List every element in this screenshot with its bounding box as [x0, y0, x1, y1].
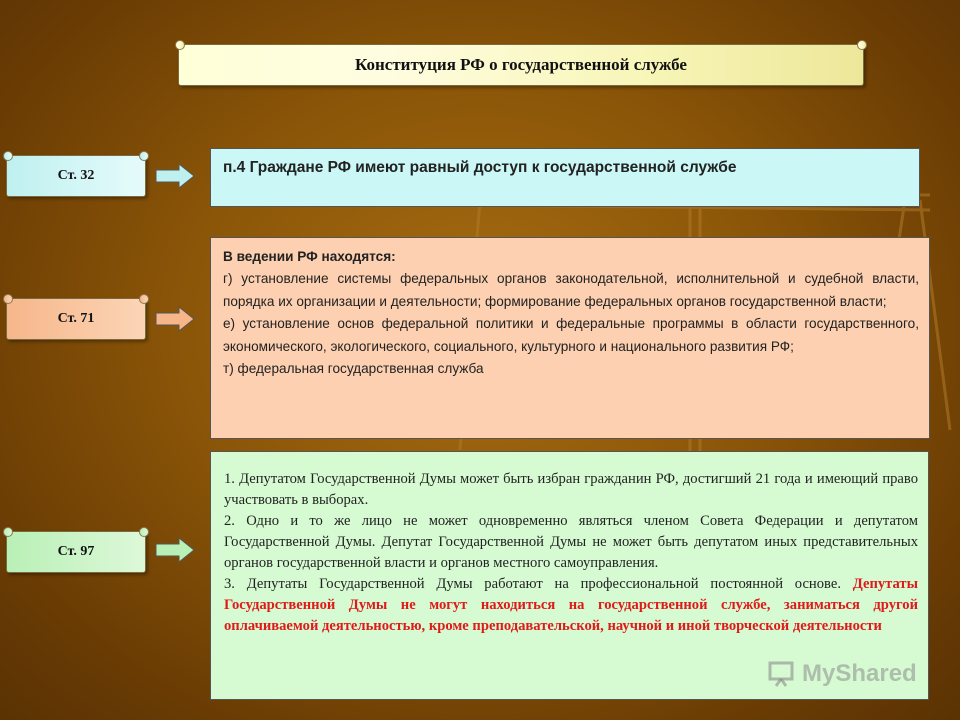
page-title: Конституция РФ о государственной службе [178, 44, 864, 86]
arrow-right-icon [155, 163, 195, 189]
article-32-label: Ст. 32 [6, 155, 146, 197]
article-71-heading: В ведении РФ находятся: [223, 249, 396, 264]
article-71-item-t: т) федеральная государственная служба [223, 361, 484, 377]
watermark-text: MyShared [802, 660, 917, 687]
arrow-right-icon [155, 306, 195, 332]
article-97-label: Ст. 97 [6, 531, 146, 573]
article-71-text-box [210, 237, 930, 439]
presentation-icon [768, 661, 798, 687]
article-71-label: Ст. 71 [6, 298, 146, 340]
arrow-right-icon [155, 537, 195, 563]
article-32-text-box [210, 148, 920, 207]
article-71-item-g: г) установление системы федеральных органов законодательной, исполнительной и судебной власти, порядка их организации и деятельности; формирование федеральных органов государственной власти; [223, 271, 919, 309]
article-97-highlighted-text: Депутаты Государственной Думы не могут находиться на государственной службе, заниматься другой оплачиваемой деятельностью, кроме преподавательской, научной и иной творческой деятельности [224, 576, 918, 634]
article-97-paragraph-3 [224, 574, 918, 637]
article-97-paragraph-1: 1. Депутатом Государственной Думы может быть избран гражданин РФ, достигший 21 года и имеющий право участвовать в выборах. [224, 471, 918, 508]
article-97-paragraph-3-text: 3. Депутаты Государственной Думы работают на профессиональной постоянной основе. [224, 576, 853, 592]
article-32-text: п.4 Граждане РФ имеют равный доступ к государственной службе [223, 159, 737, 176]
article-71-item-e: е) установление основ федеральной политики и федеральные программы в области государственного, экономического, экологического, социального, культурного и национального развития РФ; [223, 316, 919, 354]
watermark [768, 660, 917, 688]
article-97-paragraph-2: 2. Одно и то же лицо не может одновременно являться членом Совета Федерации и депутатом Государственной Думы. Депутат Государственной Думы не может быть депутатом иных представительных органов государственной власти и органов местного самоуправления. [224, 513, 918, 571]
